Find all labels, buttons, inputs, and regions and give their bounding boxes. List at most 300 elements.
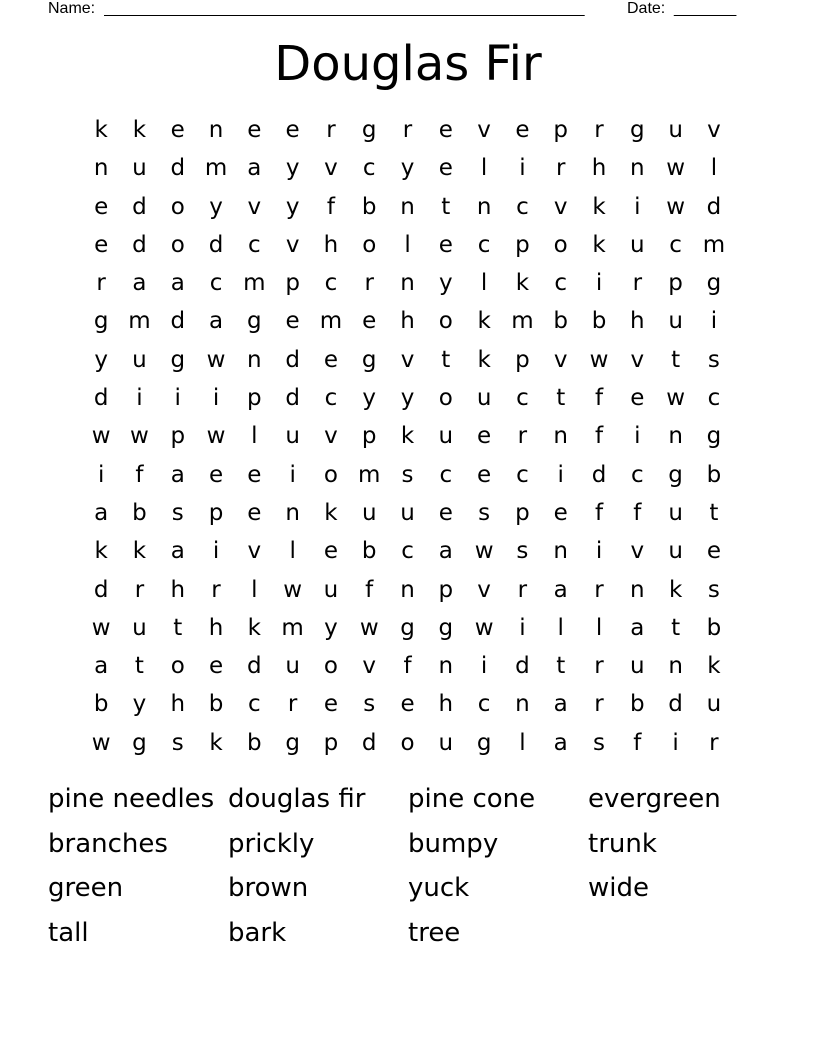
grid-letter: a [553, 729, 568, 756]
grid-letter: e [170, 117, 185, 143]
grid-letter: m [128, 308, 151, 335]
grid-letter: f [135, 461, 144, 488]
grid-letter: k [209, 729, 223, 756]
grid-letter: u [400, 499, 415, 526]
grid-letter: i [595, 538, 603, 565]
grid-letter: m [702, 231, 726, 258]
grid-letter: d [170, 155, 186, 182]
grid-letter: g [630, 117, 645, 143]
grid-letter: e [630, 385, 645, 412]
grid-letter: d [706, 193, 722, 220]
grid-letter: g [132, 729, 147, 756]
grid-letter: a [438, 538, 453, 565]
grid-letter: l [595, 614, 603, 641]
grid-letter: m [358, 461, 381, 488]
grid-letter: u [668, 538, 683, 565]
grid-letter: n [668, 653, 683, 680]
grid-letter: m [204, 155, 228, 182]
grid-letter: o [400, 729, 415, 756]
date-blank-line: _______ [674, 0, 737, 17]
grid-letter: g [247, 308, 262, 335]
grid-letter: i [710, 308, 718, 335]
grid-letter: t [671, 346, 681, 373]
grid-letter: v [553, 193, 568, 220]
grid-letter: r [517, 576, 528, 603]
grid-letter: h [208, 614, 224, 641]
grid-letter: n [630, 155, 645, 182]
grid-letter: c [630, 461, 644, 488]
grid-letter: u [668, 499, 683, 526]
grid-letter: h [438, 691, 454, 718]
grid-letter: m [281, 614, 304, 641]
grid-letter: e [247, 499, 262, 526]
grid-letter: y [94, 346, 108, 373]
grid-letter: c [324, 385, 338, 412]
grid-letter: b [93, 691, 109, 718]
grid-letter: h [630, 308, 645, 335]
grid-letter: t [134, 653, 144, 680]
grid-letter: e [323, 346, 338, 373]
grid-letter: e [477, 461, 492, 488]
grid-letter: a [170, 461, 185, 488]
grid-letter: n [247, 346, 262, 373]
grid-letter: i [519, 155, 526, 182]
grid-letter: s [707, 576, 720, 603]
grid-letter: t [671, 614, 681, 641]
grid-letter: w [91, 729, 111, 756]
grid-letter: c [707, 385, 721, 412]
grid-letter: l [480, 270, 488, 297]
grid-letter: i [212, 538, 220, 565]
word-list-item: prickly [228, 828, 315, 859]
grid-letter: e [438, 155, 453, 182]
grid-letter: e [400, 691, 415, 718]
grid-letter: l [404, 231, 411, 258]
grid-letter: v [630, 346, 645, 373]
grid-letter: r [594, 117, 604, 143]
grid-letter: c [324, 270, 338, 297]
grid-letter: n [438, 653, 454, 680]
grid-letter: k [400, 423, 415, 450]
grid-letter: e [208, 461, 224, 488]
grid-letter: y [362, 385, 377, 412]
grid-letter: o [323, 461, 338, 488]
grid-letter: w [91, 423, 111, 450]
grid-letter: s [593, 729, 605, 756]
grid-letter: t [441, 346, 451, 373]
grid-letter: d [591, 461, 607, 488]
page-title: Douglas Fir [274, 36, 542, 92]
grid-letter: r [517, 423, 528, 450]
grid-letter: t [556, 385, 566, 412]
grid-letter: f [365, 576, 374, 603]
grid-letter: k [515, 270, 530, 297]
grid-letter: v [707, 117, 721, 143]
grid-letter: n [400, 270, 415, 297]
grid-letter: u [668, 117, 683, 143]
grid-letter: y [285, 193, 300, 220]
grid-letter: n [476, 193, 492, 220]
grid-letter: y [209, 193, 223, 220]
grid-letter: i [174, 385, 181, 412]
grid-letter: e [438, 499, 453, 526]
grid-letter: m [319, 308, 343, 335]
grid-letter: b [132, 499, 147, 526]
word-list-item: green [48, 873, 124, 903]
grid-letter: v [477, 576, 491, 603]
grid-letter: g [706, 270, 722, 297]
grid-letter: o [553, 231, 568, 258]
grid-letter: p [208, 499, 224, 526]
grid-letter: l [710, 155, 718, 182]
grid-letter: i [212, 385, 220, 412]
grid-letter: b [553, 308, 569, 335]
grid-letter: e [285, 308, 300, 335]
grid-letter: v [630, 538, 645, 565]
grid-letter: d [208, 231, 224, 258]
grid-letter: g [438, 614, 454, 641]
grid-letter: k [477, 346, 491, 373]
grid-letter: a [630, 614, 645, 641]
grid-letter: b [247, 729, 262, 756]
grid-letter: d [361, 729, 377, 756]
grid-letter: b [591, 308, 607, 335]
grid-letter: p [170, 423, 186, 450]
grid-letter: u [476, 385, 492, 412]
grid-letter: r [632, 270, 643, 297]
grid-letter: p [553, 117, 569, 143]
word-list-item: evergreen [588, 784, 721, 814]
grid-letter: c [439, 461, 453, 488]
grid-letter: e [438, 117, 453, 143]
grid-letter: b [706, 614, 722, 641]
grid-letter: i [480, 653, 488, 680]
grid-letter: f [594, 423, 604, 450]
grid-letter: y [132, 691, 147, 718]
word-list-item: trunk [588, 828, 657, 859]
grid-letter: e [94, 231, 109, 258]
letter-grid [82, 111, 733, 762]
grid-letter: v [477, 117, 491, 143]
grid-letter: a [208, 308, 224, 335]
grid-letter: g [361, 117, 377, 143]
grid-letter: s [516, 538, 529, 565]
grid-letter: r [594, 576, 604, 603]
grid-letter: y [400, 155, 415, 182]
grid-letter: u [285, 653, 300, 680]
grid-letter: e [477, 423, 492, 450]
grid-letter: w [206, 423, 226, 450]
grid-letter: g [170, 346, 186, 373]
grid-letter: c [554, 270, 568, 297]
grid-letter: e [515, 117, 530, 143]
word-list-item: brown [228, 873, 309, 903]
grid-letter: i [519, 614, 526, 641]
grid-letter: l [557, 614, 564, 641]
grid-letter: d [93, 576, 109, 603]
grid-letter: b [361, 538, 377, 565]
grid-letter: c [516, 461, 529, 488]
grid-letter: k [477, 308, 491, 335]
grid-letter: u [132, 155, 147, 182]
grid-letter: f [594, 385, 604, 412]
grid-letter: g [361, 346, 377, 373]
grid-letter: l [480, 155, 488, 182]
grid-letter: a [132, 270, 147, 297]
grid-letter: p [515, 499, 530, 526]
grid-letter: y [400, 385, 415, 412]
grid-letter: d [247, 653, 262, 680]
grid-letter: i [97, 461, 105, 488]
grid-letter: w [474, 614, 494, 641]
grid-letter: u [630, 231, 645, 258]
grid-letter: i [557, 461, 564, 488]
grid-letter: h [170, 691, 186, 718]
grid-letter: k [592, 231, 606, 258]
grid-letter: d [132, 231, 147, 258]
grid-letter: k [247, 614, 261, 641]
grid-letter: t [441, 193, 451, 220]
grid-letter: s [478, 499, 491, 526]
grid-letter: t [709, 499, 719, 526]
grid-letter: v [247, 538, 262, 565]
grid-letter: s [171, 499, 184, 526]
grid-letter: k [94, 117, 108, 143]
grid-letter: p [285, 270, 300, 297]
grid-letter: n [285, 499, 300, 526]
grid-letter: a [170, 538, 185, 565]
grid-letter: c [477, 691, 491, 718]
grid-letter: i [634, 423, 641, 450]
grid-letter: r [364, 270, 374, 297]
grid-letter: e [285, 117, 300, 143]
grid-letter: c [477, 231, 491, 258]
grid-letter: s [363, 691, 376, 718]
grid-letter: i [595, 270, 603, 297]
grid-letter: r [211, 576, 221, 603]
grid-letter: k [592, 193, 606, 220]
grid-letter: n [93, 155, 109, 182]
grid-letter: n [400, 576, 415, 603]
grid-letter: w [666, 155, 685, 182]
grid-letter: e [553, 499, 568, 526]
grid-letter: e [94, 193, 109, 220]
grid-letter: d [285, 385, 300, 412]
grid-letter: w [206, 346, 226, 373]
grid-letter: l [289, 538, 296, 565]
grid-letter: f [633, 729, 642, 756]
grid-letter: v [553, 346, 568, 373]
grid-letter: u [438, 423, 454, 450]
grid-letter: k [324, 499, 338, 526]
grid-letter: o [438, 385, 453, 412]
grid-letter: b [361, 193, 377, 220]
grid-letter: w [666, 385, 685, 412]
grid-letter: r [326, 117, 336, 143]
grid-letter: p [247, 385, 262, 412]
grid-letter: n [668, 423, 683, 450]
grid-letter: e [208, 653, 224, 680]
grid-letter: w [666, 193, 685, 220]
grid-letter: p [438, 576, 454, 603]
grid-letter: v [324, 155, 338, 182]
grid-letter: e [323, 691, 338, 718]
grid-letter: g [706, 423, 722, 450]
grid-letter: o [438, 308, 453, 335]
grid-letter: k [668, 576, 683, 603]
grid-letter: m [511, 308, 534, 335]
word-list-item: douglas fir [228, 784, 366, 814]
word-list-item: tree [408, 917, 461, 948]
date-label: Date: [627, 0, 666, 17]
grid-letter: p [323, 729, 339, 756]
word-list-item: wide [588, 873, 649, 903]
grid-letter: v [362, 653, 377, 680]
grid-letter: i [289, 461, 296, 488]
grid-letter: b [630, 691, 645, 718]
grid-letter: u [285, 423, 300, 450]
grid-letter: p [361, 423, 377, 450]
grid-letter: i [136, 385, 143, 412]
grid-letter: l [251, 423, 258, 450]
grid-letter: a [94, 499, 109, 526]
grid-letter: w [474, 538, 494, 565]
grid-letter: y [439, 270, 453, 297]
grid-letter: r [555, 155, 566, 182]
word-list-item: pine needles [48, 784, 215, 814]
name-label: Name: [48, 0, 96, 17]
grid-letter: l [251, 576, 258, 603]
grid-letter: p [515, 231, 530, 258]
grid-letter: f [403, 653, 412, 680]
grid-letter: w [589, 346, 609, 373]
grid-letter: a [247, 155, 262, 182]
grid-letter: u [132, 346, 147, 373]
word-list [48, 780, 768, 958]
grid-letter: k [707, 653, 721, 680]
grid-letter: c [401, 538, 414, 565]
word-list-item: bumpy [408, 828, 499, 859]
grid-letter: u [668, 308, 683, 335]
grid-letter: s [401, 461, 414, 488]
grid-letter: r [594, 653, 604, 680]
grid-letter: o [170, 193, 185, 220]
grid-letter: l [519, 729, 526, 756]
grid-letter: k [94, 538, 108, 565]
grid-letter: n [208, 117, 224, 143]
grid-letter: f [594, 499, 604, 526]
grid-letter: k [132, 538, 147, 565]
grid-letter: n [400, 193, 415, 220]
grid-letter: u [323, 576, 339, 603]
grid-letter: r [134, 576, 145, 603]
grid-letter: c [209, 270, 223, 297]
grid-letter: c [516, 385, 529, 412]
grid-letter: f [633, 499, 642, 526]
grid-letter: e [247, 117, 262, 143]
grid-letter: k [132, 117, 147, 143]
word-list-item: tall [48, 917, 89, 948]
grid-letter: v [400, 346, 415, 373]
grid-letter: e [438, 231, 453, 258]
grid-letter: u [132, 614, 147, 641]
grid-letter: p [515, 346, 530, 373]
grid-letter: h [591, 155, 607, 182]
grid-letter: e [706, 538, 721, 565]
grid-letter: u [630, 653, 645, 680]
grid-letter: s [171, 729, 184, 756]
grid-letter: e [362, 308, 377, 335]
grid-letter: y [285, 155, 300, 182]
grid-letter: w [130, 423, 149, 450]
grid-letter: r [402, 117, 413, 143]
grid-letter: r [594, 691, 604, 718]
grid-letter: d [515, 653, 530, 680]
grid-letter: u [361, 499, 377, 526]
grid-letter: p [668, 270, 683, 297]
grid-letter: g [285, 729, 300, 756]
grid-letter: h [323, 231, 339, 258]
name-blank-line: ______________________________________________________ [104, 0, 585, 17]
grid-letter: d [285, 346, 300, 373]
grid-letter: o [323, 653, 338, 680]
grid-letter: r [709, 729, 719, 756]
grid-letter: c [248, 691, 261, 718]
grid-letter: o [170, 231, 185, 258]
grid-letter: i [634, 193, 641, 220]
grid-letter: d [132, 193, 147, 220]
grid-letter: c [669, 231, 682, 258]
grid-letter: h [400, 308, 415, 335]
grid-letter: a [94, 653, 109, 680]
grid-letter: c [248, 231, 261, 258]
word-list-item: branches [48, 828, 168, 859]
grid-letter: m [243, 270, 266, 297]
grid-letter: f [326, 193, 335, 220]
grid-letter: a [170, 270, 185, 297]
grid-letter: g [668, 461, 683, 488]
grid-letter: n [553, 538, 568, 565]
grid-letter: b [706, 461, 722, 488]
grid-letter: d [93, 385, 109, 412]
grid-letter: g [400, 614, 415, 641]
grid-letter: i [672, 729, 679, 756]
grid-letter: g [93, 308, 109, 335]
grid-letter: r [287, 691, 298, 718]
word-list-item: yuck [408, 873, 470, 903]
grid-letter: c [362, 155, 376, 182]
grid-letter: n [553, 423, 568, 450]
grid-letter: g [476, 729, 492, 756]
grid-letter: o [170, 653, 185, 680]
word-list-item: bark [228, 917, 287, 948]
word-list-item: pine cone [408, 784, 536, 814]
grid-letter: e [247, 461, 262, 488]
grid-letter: a [553, 576, 568, 603]
grid-letter: r [96, 270, 106, 297]
grid-letter: y [324, 614, 338, 641]
grid-letter: t [173, 614, 183, 641]
grid-letter: d [170, 308, 186, 335]
grid-letter: n [515, 691, 530, 718]
grid-letter: s [707, 346, 720, 373]
grid-letter: v [324, 423, 338, 450]
grid-letter: w [359, 614, 379, 641]
grid-letter: u [706, 691, 722, 718]
grid-letter: n [630, 576, 645, 603]
grid-letter: v [285, 231, 300, 258]
grid-letter: v [247, 193, 262, 220]
